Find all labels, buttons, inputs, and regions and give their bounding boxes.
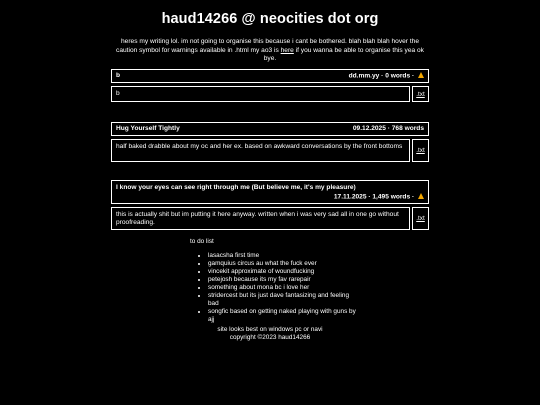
work-header [111,69,429,83]
work-title: b [116,72,121,79]
ao3-link[interactable]: here [280,46,294,54]
work-description: b [111,86,410,102]
txt-link[interactable]: .txt [412,86,429,102]
intro-body: heres my writing lol. im not going to organise this because i cant be bothered. blah blah blah hover the caution symbol for warnings available in .html my ao3 is [116,38,419,54]
intro-tail: if you wanna be able to organise this yea ok bye. [263,46,424,63]
work-date-words: 09.12.2025 · 768 words [352,125,424,132]
todo-section [190,238,360,324]
work-title: I know your eyes can see right through me (But believe me, it's my pleasure) [116,184,356,191]
todo-item: • something about mona bc i love her [208,284,360,292]
work-meta [116,193,424,202]
work-date-words: 17.11.2025 · 1,495 words · [333,193,415,201]
todo-item: • stridercest but its just dave fantasizing and feeling bad [208,292,360,308]
work-description: half baked drabble about my oc and her ex. based on awkward conversations by the front bottoms [111,139,410,162]
todo-item: • lasacsha first time [208,252,360,260]
todo-item: • songfic based on getting naked playing with guns by ajj [208,308,360,324]
todo-list [190,252,360,324]
warning-icon[interactable] [418,72,424,78]
work-date-words: dd.mm.yy · 0 words · [348,72,415,80]
work-card [111,122,429,162]
page-title: haud14266 @ neocities dot org [161,11,379,27]
work-header [111,122,429,136]
todo-item: • petejosh because its my fav rarepair [208,276,360,284]
work-title: Hug Yourself Tightly [116,125,180,132]
intro-text [110,38,430,64]
footer-browser-note: site looks best on windows pc or navi [217,326,323,333]
todo-item: • vincekit approximate of woundfucking [208,268,360,276]
todo-item: • gamquius circus au what the fuck ever [208,260,360,268]
work-description: this is actually shit but im putting it here anyway. written when i was very sad all in one go without proofreading. [111,207,410,230]
warning-icon[interactable] [418,193,424,199]
txt-link[interactable]: .txt [412,207,429,230]
work-header [111,180,429,204]
footer-copyright: copyright ©2023 haud14266 [229,334,311,341]
work-card [111,69,429,102]
todo-heading: to do list [190,238,214,245]
footer [0,326,540,342]
work-card [111,180,429,230]
work-meta [349,72,424,81]
txt-link[interactable]: .txt [412,139,429,162]
